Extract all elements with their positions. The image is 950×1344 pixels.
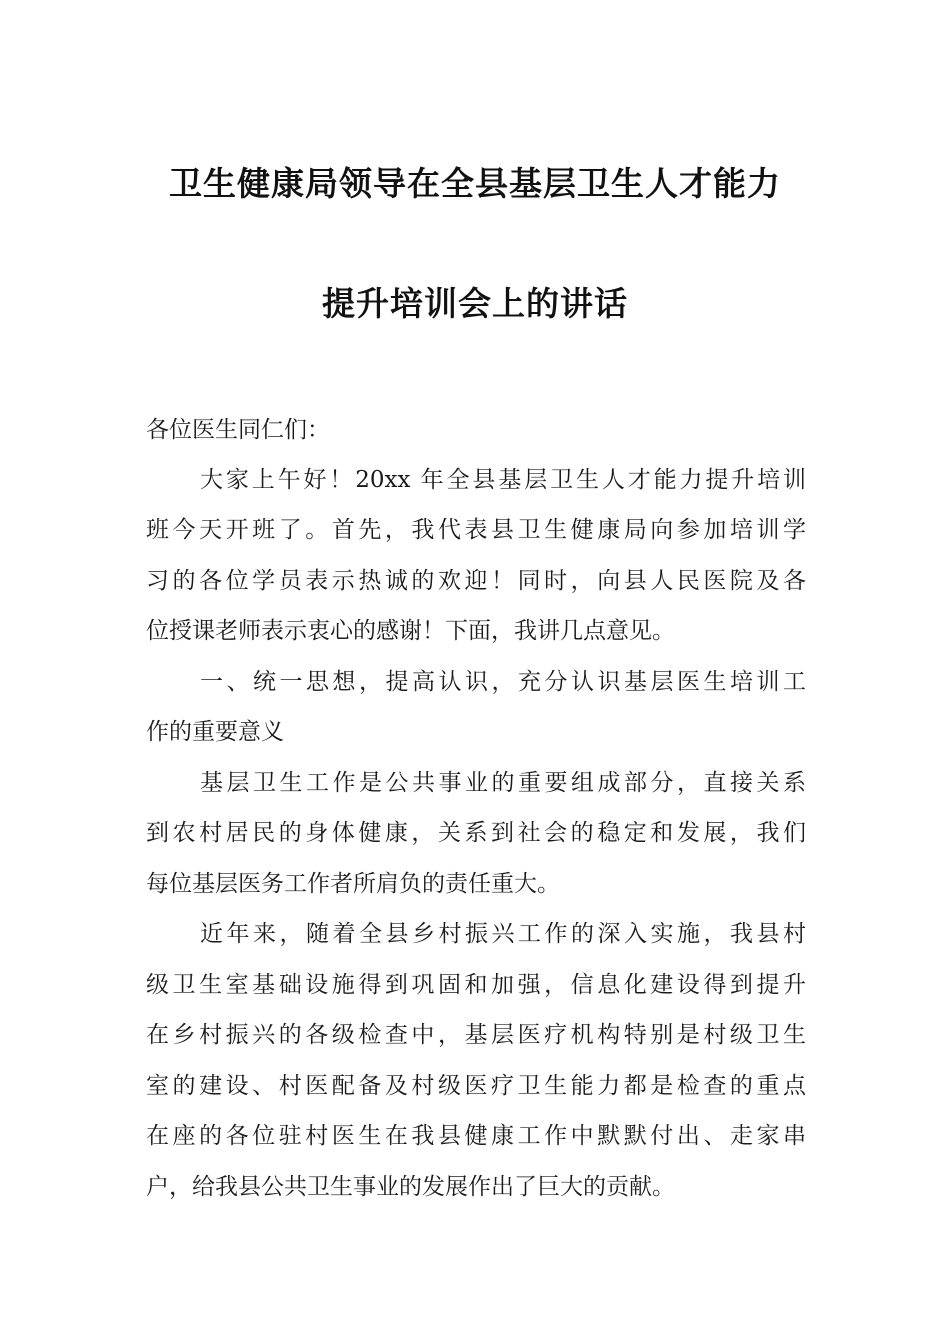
body-line: 户，给我县公共卫生事业的发展作出了巨大的贡献。 bbox=[146, 1174, 675, 1200]
body-line: 习的各位学员表示热诚的欢迎！同时，向县人民医院及各 bbox=[146, 568, 806, 594]
body-line: 级卫生室基础设施得到巩固和加强，信息化建设得到提升 bbox=[146, 972, 806, 998]
body-line: 大家上午好！20xx 年全县基层卫生人才能力提升培训 bbox=[200, 467, 806, 493]
body-line: 位授课老师表示衷心的感谢！下面，我讲几点意见。 bbox=[146, 618, 675, 644]
document-title-line-1: 卫生健康局领导在全县基层卫生人才能力 bbox=[169, 164, 781, 203]
body-line: 到农村居民的身体健康，关系到社会的稳定和发展，我们 bbox=[146, 820, 806, 846]
body-line: 每位基层医务工作者所肩负的责任重大。 bbox=[146, 871, 560, 897]
body-line: 在乡村振兴的各级检查中，基层医疗机构特别是村级卫生 bbox=[146, 1022, 806, 1048]
document-title-line-2: 提升培训会上的讲话 bbox=[322, 284, 628, 323]
body-line: 在座的各位驻村医生在我县健康工作中默默付出、走家串 bbox=[146, 1123, 806, 1149]
body-line: 室的建设、村医配备及村级医疗卫生能力都是检查的重点 bbox=[146, 1073, 806, 1099]
section-heading-line: 作的重要意义 bbox=[146, 719, 284, 745]
section-heading-line: 一、统一思想，提高认识，充分认识基层医生培训工 bbox=[200, 669, 806, 695]
salutation: 各位医生同仁们： bbox=[146, 417, 330, 443]
body-line: 班今天开班了。首先，我代表县卫生健康局向参加培训学 bbox=[146, 517, 806, 543]
body-line: 近年来，随着全县乡村振兴工作的深入实施，我县村 bbox=[200, 921, 806, 947]
body-line: 基层卫生工作是公共事业的重要组成部分，直接关系 bbox=[200, 770, 806, 796]
